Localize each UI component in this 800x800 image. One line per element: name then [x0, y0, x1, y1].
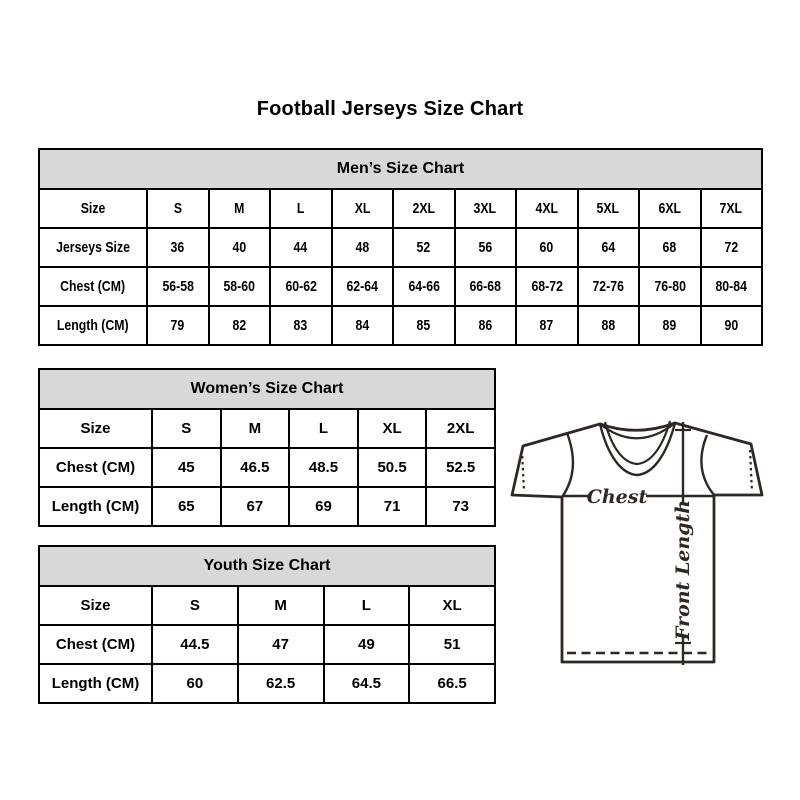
value-cell: [147, 228, 209, 267]
cell-text: 60: [186, 675, 204, 692]
table-row: [39, 664, 495, 703]
cell-text: M: [274, 597, 287, 614]
value-cell: [701, 306, 763, 345]
cell-text: 56: [478, 239, 493, 256]
value-cell: [324, 625, 410, 664]
table-row: [39, 267, 762, 306]
value-cell: [209, 267, 271, 306]
cell-text: Size: [80, 200, 106, 217]
value-cell: [701, 228, 763, 267]
cell-text: 52: [416, 239, 431, 256]
cell-text: 72: [724, 239, 739, 256]
cell-text: 89: [662, 317, 677, 334]
row-label: [39, 664, 152, 703]
table-row: [39, 306, 762, 345]
value-cell: [147, 189, 209, 228]
value-cell: [332, 306, 394, 345]
table-row: [39, 586, 495, 625]
cell-text: M: [234, 200, 245, 217]
value-cell: [578, 228, 640, 267]
cell-text: 66-68: [469, 278, 501, 295]
value-cell: [209, 306, 271, 345]
value-cell: [324, 664, 410, 703]
table-header-row: [39, 546, 495, 586]
row-label: [39, 625, 152, 664]
value-cell: [393, 267, 455, 306]
value-cell: [455, 267, 517, 306]
jersey-outline: [512, 423, 762, 662]
value-cell: [332, 189, 394, 228]
value-cell: [409, 586, 495, 625]
cell-text: 6XL: [658, 200, 682, 217]
value-cell: [455, 189, 517, 228]
cell-text: 50.5: [377, 459, 407, 476]
value-cell: [516, 228, 578, 267]
cell-text: 51: [443, 636, 461, 653]
front-length-label: Front Length: [672, 499, 694, 641]
value-cell: [332, 267, 394, 306]
cell-text: Jerseys Size: [56, 239, 130, 256]
cell-text: 46.5: [240, 459, 270, 476]
womens-size-table: [38, 368, 496, 527]
value-cell: [270, 189, 332, 228]
value-cell: [270, 267, 332, 306]
value-cell: [289, 487, 358, 526]
value-cell: [393, 189, 455, 228]
cell-text: XL: [382, 420, 402, 437]
value-cell: [238, 586, 324, 625]
table-row: [39, 189, 762, 228]
cell-text: 60: [539, 239, 554, 256]
value-cell: [701, 189, 763, 228]
table-row: [39, 448, 495, 487]
cell-text: 67: [246, 498, 264, 515]
value-cell: [578, 306, 640, 345]
value-cell: [324, 586, 410, 625]
table-title: Youth Size Chart: [39, 546, 495, 586]
cell-text: 58-60: [223, 278, 255, 295]
value-cell: [455, 306, 517, 345]
value-cell: [639, 267, 701, 306]
value-cell: [358, 448, 427, 487]
cell-text: 82: [232, 317, 247, 334]
cell-text: 79: [170, 317, 185, 334]
cell-text: L: [318, 420, 329, 437]
value-cell: [152, 625, 238, 664]
cell-text: L: [361, 597, 371, 614]
value-cell: [409, 625, 495, 664]
cell-text: 87: [539, 317, 554, 334]
value-cell: [639, 228, 701, 267]
cell-text: M: [248, 420, 262, 437]
cell-text: 60-62: [285, 278, 317, 295]
cell-text: 86: [478, 317, 493, 334]
value-cell: [152, 409, 221, 448]
cell-text: Length (CM): [51, 675, 140, 692]
value-cell: [221, 487, 290, 526]
cell-text: 40: [232, 239, 247, 256]
table-title: Women’s Size Chart: [39, 369, 495, 409]
cell-text: 85: [416, 317, 431, 334]
value-cell: [455, 228, 517, 267]
value-cell: [426, 409, 495, 448]
cell-text: 68: [662, 239, 677, 256]
cell-text: 36: [170, 239, 185, 256]
cell-text: S: [189, 597, 200, 614]
jersey-measurement-diagram: [505, 415, 770, 670]
cell-text: 64.5: [351, 675, 381, 692]
value-cell: [209, 228, 271, 267]
value-cell: [289, 409, 358, 448]
row-label: [39, 306, 147, 345]
value-cell: [639, 189, 701, 228]
cell-text: 49: [358, 636, 375, 653]
table-title: Men’s Size Chart: [39, 149, 762, 189]
cell-text: 69: [315, 498, 332, 515]
cell-text: 48.5: [308, 459, 339, 476]
youth-size-table: [38, 545, 496, 704]
row-label: [39, 267, 147, 306]
row-label: [39, 487, 152, 526]
chest-label: Chest: [586, 486, 648, 508]
cell-text: 7XL: [719, 200, 743, 217]
value-cell: [289, 448, 358, 487]
cell-text: 72-76: [592, 278, 624, 295]
value-cell: [147, 306, 209, 345]
value-cell: [270, 306, 332, 345]
value-cell: [516, 189, 578, 228]
cell-text: 71: [383, 498, 401, 515]
cell-text: 2XL: [412, 200, 436, 217]
cell-text: 44: [293, 239, 308, 256]
cell-text: Chest (CM): [55, 636, 136, 653]
value-cell: [393, 228, 455, 267]
value-cell: [426, 448, 495, 487]
cell-text: 62.5: [266, 675, 296, 692]
cell-text: 56-58: [162, 278, 194, 295]
value-cell: [426, 487, 495, 526]
value-cell: [270, 228, 332, 267]
cell-text: 88: [601, 317, 616, 334]
cell-text: 65: [177, 498, 195, 515]
cell-text: Chest (CM): [55, 459, 136, 476]
cell-text: Size: [80, 420, 111, 437]
row-label: [39, 228, 147, 267]
cell-text: 2XL: [446, 420, 475, 437]
value-cell: [209, 189, 271, 228]
cell-text: 45: [177, 459, 195, 476]
cell-text: 52.5: [446, 459, 476, 476]
table-row: [39, 228, 762, 267]
value-cell: [516, 267, 578, 306]
row-label: [39, 409, 152, 448]
value-cell: [578, 189, 640, 228]
cell-text: 73: [452, 498, 470, 515]
value-cell: [147, 267, 209, 306]
value-cell: [238, 625, 324, 664]
value-cell: [701, 267, 763, 306]
value-cell: [221, 448, 290, 487]
value-cell: [516, 306, 578, 345]
value-cell: [393, 306, 455, 345]
cell-text: S: [173, 200, 182, 217]
cell-text: 44.5: [180, 636, 210, 653]
value-cell: [238, 664, 324, 703]
table-row: [39, 487, 495, 526]
cell-text: 3XL: [473, 200, 497, 217]
mens-size-table: [38, 148, 763, 346]
cell-text: 83: [293, 317, 308, 334]
value-cell: [358, 409, 427, 448]
cell-text: Size: [80, 597, 111, 614]
table-row: [39, 625, 495, 664]
cell-text: 64: [601, 239, 616, 256]
cell-text: 68-72: [531, 278, 563, 295]
cell-text: XL: [354, 200, 371, 217]
value-cell: [578, 267, 640, 306]
cell-text: 66.5: [437, 675, 467, 692]
cell-text: 90: [724, 317, 739, 334]
row-label: [39, 448, 152, 487]
table-row: [39, 409, 495, 448]
cell-text: XL: [442, 597, 462, 614]
page-title: Football Jerseys Size Chart: [256, 98, 524, 120]
cell-text: 76-80: [654, 278, 686, 295]
cell-text: Length (CM): [57, 317, 129, 334]
cell-text: 84: [355, 317, 370, 334]
cell-text: 80-84: [715, 278, 747, 295]
cell-text: Length (CM): [51, 498, 140, 515]
value-cell: [639, 306, 701, 345]
value-cell: [221, 409, 290, 448]
cell-text: Chest (CM): [60, 278, 126, 295]
cell-text: 4XL: [535, 200, 559, 217]
value-cell: [152, 586, 238, 625]
cell-text: S: [181, 420, 192, 437]
cell-text: 47: [272, 636, 289, 653]
table-header-row: [39, 149, 762, 189]
row-label: [39, 189, 147, 228]
value-cell: [409, 664, 495, 703]
cell-text: 5XL: [596, 200, 620, 217]
row-label: [39, 586, 152, 625]
table-header-row: [39, 369, 495, 409]
cell-text: L: [296, 200, 305, 217]
cell-text: 48: [355, 239, 370, 256]
value-cell: [152, 664, 238, 703]
value-cell: [152, 448, 221, 487]
cell-text: 62-64: [346, 278, 378, 295]
cell-text: 64-66: [408, 278, 440, 295]
value-cell: [152, 487, 221, 526]
value-cell: [332, 228, 394, 267]
value-cell: [358, 487, 427, 526]
